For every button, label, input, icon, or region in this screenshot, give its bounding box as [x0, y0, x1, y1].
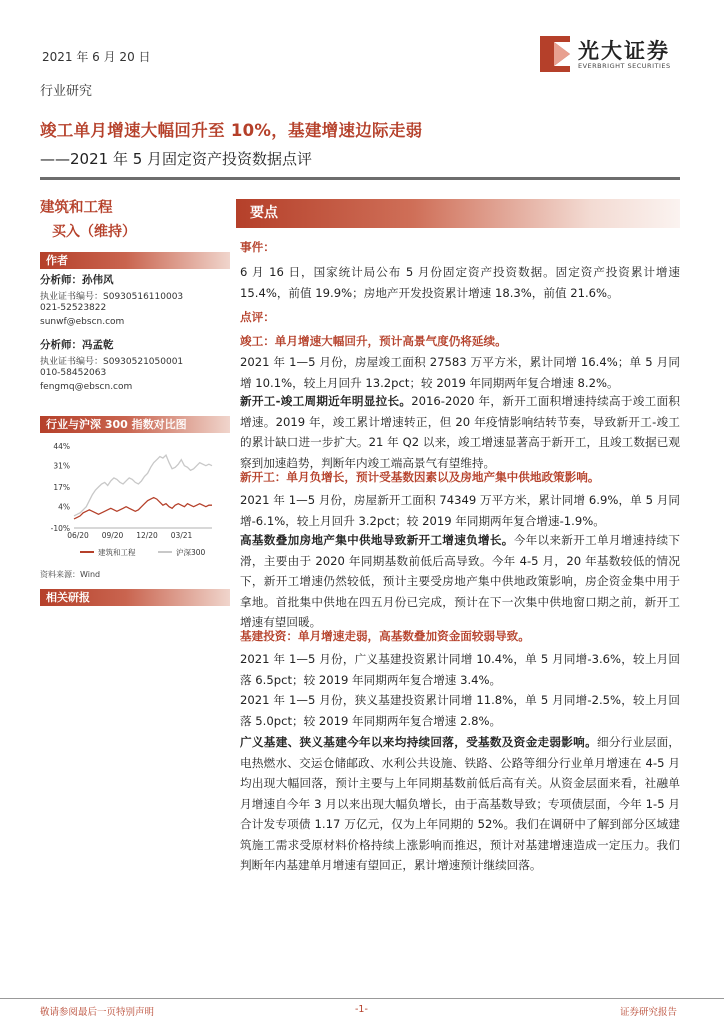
cycle-paragraph: 新开工-竣工周期近年明显拉长。2016-2020 年，新开工面积增速持续高于竣工面积增速。2019 年，竣工累计增速转正，但 20 年疫情影响结转节奏，导致新开工-竣工的累计缺口进一步扩大。21 年 Q2 以来，竣工增速显著高于新开工，且竣工数据已观察到加速趋势，判断年内竣工端高景气有望维持。: [240, 394, 680, 470]
series-line-hs300: [74, 455, 212, 516]
y-tick-label: -10%: [50, 524, 70, 533]
brand-name: 光大证券: [578, 39, 670, 63]
report-date: 2021 年 6 月 20 日: [42, 50, 151, 64]
new-start-heading: 新开工：单月负增长，预计受基数因素以及房地产集中供地政策影响。: [240, 470, 600, 484]
footer-divider: [0, 998, 724, 999]
x-tick-label: 06/20: [67, 531, 89, 540]
analyst-2-email[interactable]: fengmq@ebscn.com: [40, 382, 133, 392]
x-tick-label: 03/21: [170, 531, 193, 540]
base-effect-paragraph: 高基数叠加房地产集中供地导致新开工增速负增长。今年以来新开工单月增速持续下滑，主要由于 2020 年同期基数前低后高导致。今年 4-5 月，20 年基数较低的情况下，新开工增速仍然较低，预计主要受房地产集中供地政策影响，房企资金集中用于拿地。首批集中供地在四五月份已完成，预计在下一次集中供地窗口期之前，新开工增速有望回暖。: [240, 533, 680, 629]
event-text: 6 月 16 日，国家统计局公布 5 月份固定资产投资数据。固定资产投资累计增速 15.4%，前值 19.9%；房地产开发投资累计增速 18.3%，前值 21.6%。: [240, 265, 680, 300]
footer-report-type: 证券研究报告: [620, 1007, 678, 1018]
completion-text: 2021 年 1—5 月份，房屋竣工面积 27583 万平方米，累计同增 16.4%；单 5 月同增 10.1%，较上月回升 13.2pct；较 2019 年同期两年复合增速 8.2%。: [240, 355, 680, 390]
x-tick-label: 09/20: [101, 531, 124, 540]
analyst-1-name: 分析师：孙伟风: [40, 274, 114, 286]
comment-label: 点评：: [240, 310, 275, 324]
event-label: 事件：: [240, 240, 275, 254]
chart-header: 行业与沪深 300 指数对比图: [40, 416, 230, 433]
industry-vs-hs300-chart: [40, 440, 230, 570]
legend-label: 建筑和工程: [98, 548, 136, 557]
narrow-infra-text: 2021 年 1—5 月份，狭义基建投资累计同增 11.8%，单 5 月同增-2.5%，较上月回落 5.0pct；较 2019 年同期两年复合增速 2.8%。: [240, 693, 680, 728]
y-tick-label: 44%: [53, 442, 70, 451]
analyst-2-phone: 010-58452063: [40, 368, 107, 378]
new-start-text: 2021 年 1—5 月份，房屋新开工面积 74349 万平方米，累计同增 6.9%，单 5 月同增-6.1%，较上月回升 3.2pct；较 2019 年同期两年复合增速-1.9%。: [240, 493, 680, 528]
page-number: -1-: [355, 1004, 368, 1015]
y-tick-label: 31%: [53, 461, 70, 471]
y-tick-label: 4%: [58, 502, 70, 512]
y-tick-label: 17%: [53, 483, 70, 492]
legend-label: 沪深300: [176, 548, 206, 557]
rating: 买入（维持）: [52, 224, 136, 240]
analyst-1-email[interactable]: sunwf@ebscn.com: [40, 317, 125, 327]
report-category: 行业研究: [40, 84, 93, 99]
infrastructure-heading: 基建投资：单月增速走弱，高基数叠加资金面较弱导致。: [240, 629, 530, 643]
key-points-banner: 要点: [236, 199, 680, 228]
sector-name: 建筑和工程: [40, 200, 113, 216]
analyst-2-license: 执业证书编号：S0930521050001: [40, 357, 184, 367]
chart-source: 资料来源：Wind: [40, 570, 101, 579]
analyst-1-phone: 021-52523822: [40, 303, 107, 313]
series-line-industry: [74, 498, 212, 519]
report-subtitle: ——2021 年 5 月固定资产投资数据点评: [40, 150, 313, 168]
x-tick-label: 12/20: [136, 531, 158, 540]
title-divider: [40, 177, 680, 180]
completion-heading: 竣工：单月增速大幅回升，预计高景气度仍将延续。: [240, 334, 507, 348]
analyst-2-name: 分析师：冯孟乾: [40, 339, 114, 351]
broad-infra-text: 2021 年 1—5 月份，广义基建投资累计同增 10.4%，单 5 月同增-3.6%，较上月回落 6.5pct；较 2019 年同期两年复合增速 3.4%。: [240, 652, 680, 687]
related-reports-header: 相关研报: [40, 589, 230, 606]
brand-name-en: EVERBRIGHT SECURITIES: [578, 62, 671, 70]
report-title: 竣工单月增速大幅回升至 10%，基建增速边际走弱: [40, 121, 423, 140]
footer-disclaimer-link[interactable]: 敬请参阅最后一页特别声明: [40, 1007, 155, 1018]
infra-analysis-paragraph: 广义基建、狭义基建今年以来均持续回落，受基数及资金走弱影响。细分行业层面，电热燃水、交运仓储邮政、水利公共设施、铁路、公路等细分行业单月增速在 4-5 月均出现大幅回落，预计主要与上年同期基数前低后高有关。从资金层面来看，社融单月增速自今年 3 月以来出现大幅负增长，由于高基数导致；专项债层面，今年 1-5 月合计发专项债 1.17 万亿元，仅为上年同期的 52%。我们在调研中了解到部分区域建筑施工需求受原材料价格持续上涨影响而推迟，预计对基建增速造成一定压力。我们判断年内基建单月增速有望回正，累计增速预计继续回落。: [240, 735, 680, 872]
analyst-1-license: 执业证书编号：S0930516110003: [40, 292, 184, 302]
authors-header: 作者: [40, 252, 230, 269]
